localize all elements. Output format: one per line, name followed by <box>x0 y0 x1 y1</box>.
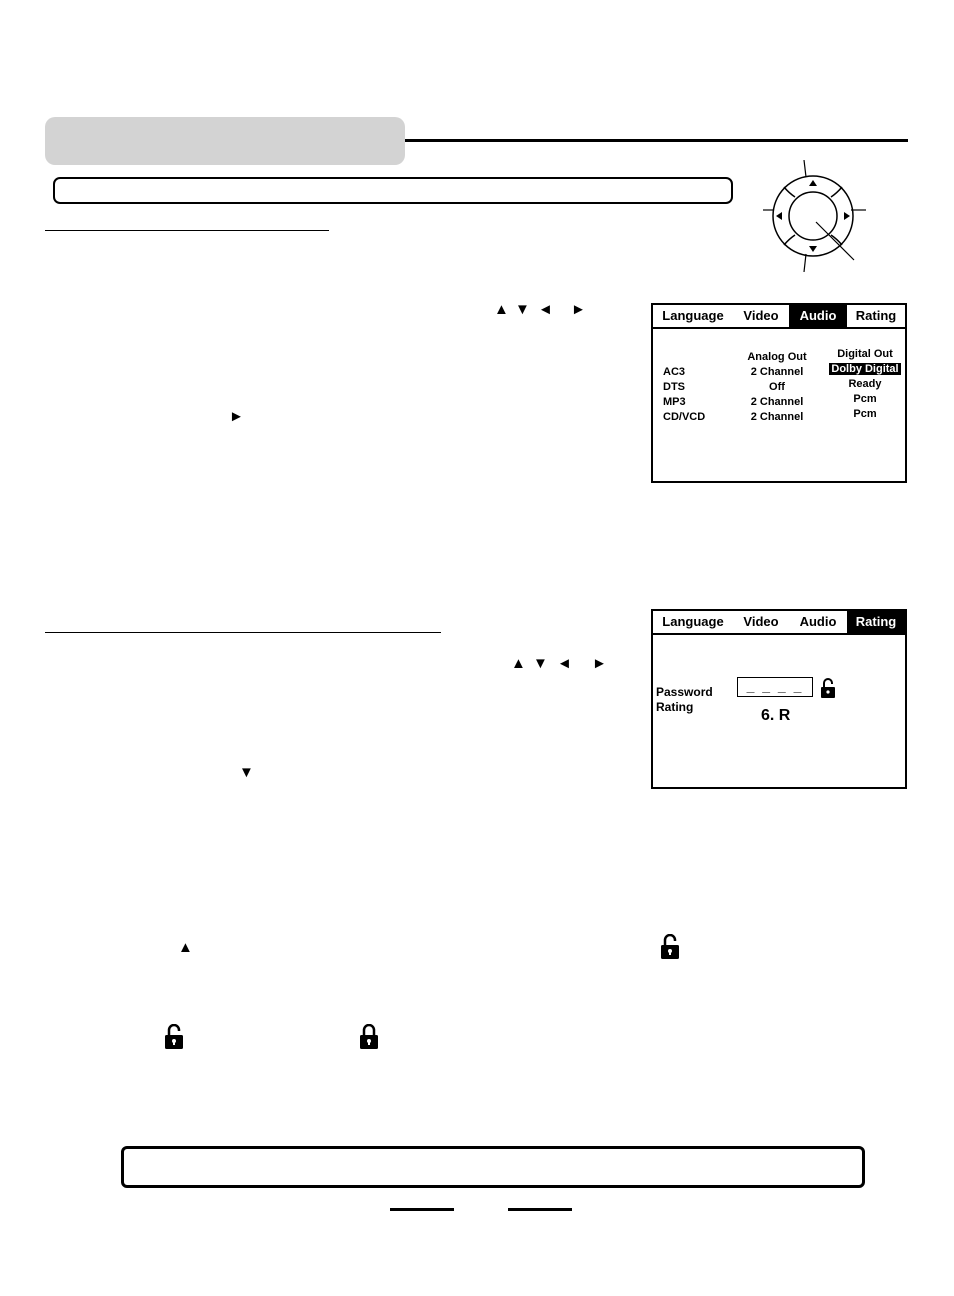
unlocked-padlock-icon <box>164 1024 184 1050</box>
four-way-navigation-pad-icon <box>758 160 870 272</box>
audio-row-analog: 2 Channel <box>750 366 804 378</box>
right-arrow-icon: ► <box>229 408 244 425</box>
rating-value: 6. R <box>761 707 791 724</box>
audio-row-digital: Pcm <box>853 408 877 420</box>
up-arrow-icon: ▲ <box>511 655 526 672</box>
audio-row-label: DTS <box>663 381 685 393</box>
title-rule <box>405 139 908 142</box>
locked-padlock-icon <box>359 1024 379 1050</box>
footer-rule <box>508 1208 572 1211</box>
selected-value: Dolby Digital <box>831 363 899 375</box>
subtitle-bar <box>53 177 733 204</box>
analog-out-header: Analog Out <box>747 351 807 363</box>
down-arrow-icon: ▼ <box>515 301 530 318</box>
audio-setup-osd <box>651 303 907 483</box>
unlocked-padlock-icon <box>660 934 680 960</box>
tab-language: Language <box>662 614 724 629</box>
tab-video: Video <box>743 308 779 323</box>
up-arrow-icon: ▲ <box>178 939 193 956</box>
down-arrow-icon: ▼ <box>239 764 254 781</box>
section-title-banner <box>45 117 405 165</box>
unlocked-padlock-icon <box>820 678 836 699</box>
tab-rating: Rating <box>847 611 905 633</box>
left-arrow-icon: ◄ <box>557 655 572 672</box>
right-arrow-icon: ► <box>592 655 607 672</box>
down-arrow-icon: ▼ <box>533 655 548 672</box>
section-underline <box>45 230 329 231</box>
password-field: _ _ _ _ <box>737 677 813 697</box>
osd-tab-bar <box>653 611 905 635</box>
audio-row-analog: 2 Channel <box>750 411 804 423</box>
audio-row-digital: Ready <box>848 378 882 390</box>
tab-audio: Audio <box>789 305 847 327</box>
audio-row-digital: Pcm <box>853 393 877 405</box>
audio-row-digital <box>825 362 905 377</box>
rating-setup-osd <box>651 609 907 789</box>
password-label: Password <box>656 685 713 699</box>
audio-row-label: AC3 <box>663 366 686 378</box>
up-arrow-icon: ▲ <box>494 301 509 318</box>
audio-row-analog: Off <box>769 381 785 393</box>
tab-audio: Audio <box>799 614 837 629</box>
section-underline <box>45 632 441 633</box>
footer-rule <box>390 1208 454 1211</box>
rating-label: Rating <box>656 700 694 714</box>
left-arrow-icon: ◄ <box>538 301 553 318</box>
audio-row-analog: 2 Channel <box>750 396 804 408</box>
osd-tab-bar <box>653 305 905 329</box>
digital-out-header: Digital Out <box>837 348 893 360</box>
note-box <box>121 1146 865 1188</box>
tab-language: Language <box>662 308 724 323</box>
tab-rating: Rating <box>855 308 897 323</box>
audio-row-label: MP3 <box>663 396 686 408</box>
tab-video: Video <box>743 614 779 629</box>
audio-row-label: CD/VCD <box>663 411 706 423</box>
right-arrow-icon: ► <box>571 301 586 318</box>
